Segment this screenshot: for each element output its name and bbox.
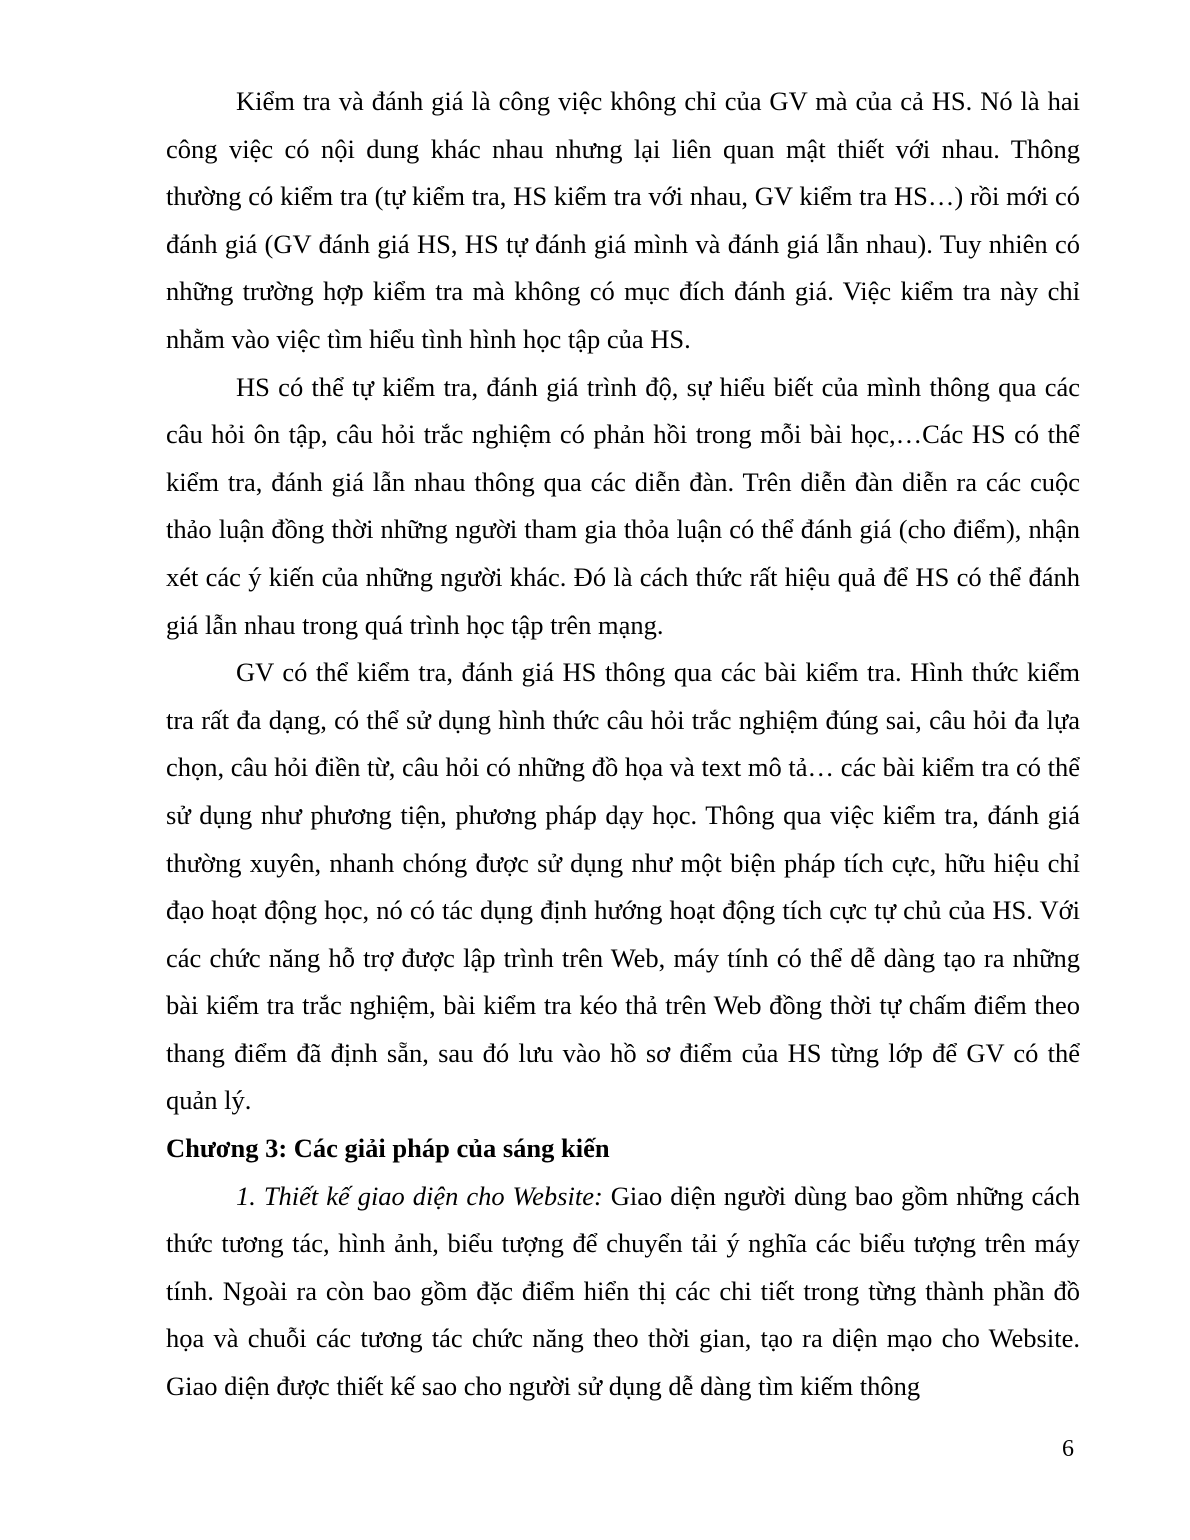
paragraph-teacher-assessment: GV có thể kiểm tra, đánh giá HS thông qua các bài kiểm tra. Hình thức kiểm tra rất đa dạng, có thể sử dụng hình thức câu hỏi trắc nghiệm đúng sai, câu hỏi đa lựa chọn, câu hỏi điền từ, câu hỏi có những đồ họa và text mô tả… các bài kiểm tra có thể sử dụng như phương tiện, phương pháp dạy học. Thông qua việc kiểm tra, đánh giá thường xuyên, nhanh chóng được sử dụng như một biện pháp tích cực, hữu hiệu chỉ đạo hoạt động học, nó có tác dụng định hướng hoạt động tích cực tự chủ của HS. Với các chức năng hỗ trợ được lập trình trên Web, máy tính có thể dễ dàng tạo ra những bài kiểm tra trắc nghiệm, bài kiểm tra kéo thả trên Web đồng thời tự chấm điểm theo thang điểm đã định sẵn, sau đó lưu vào hồ sơ điểm của HS từng lớp để GV có thể quản lý. [166,657,1080,1116]
page-number: 6 [1062,1436,1074,1462]
paragraph-student-self-assessment: HS có thể tự kiểm tra, đánh giá trình độ, sự hiểu biết của mình thông qua các câu hỏi ôn tập, câu hỏi trắc nghiệm có phản hồi trong mỗi bài học,…Các HS có thể kiểm tra, đánh giá lẫn nhau thông qua các diễn đàn. Trên diễn đàn diễn ra các cuộc thảo luận đồng thời những người tham gia thỏa luận có thể đánh giá (cho điểm), nhận xét các ý kiến của những người khác. Đó là cách thức rất hiệu quả để HS có thể đánh giá lẫn nhau trong quá trình học tập trên mạng. [166,371,1080,640]
document-page [166,78,1080,1411]
chapter-heading: Chương 3: Các giải pháp của sáng kiến [166,1133,610,1164]
list-item-website-interface [166,1173,1080,1411]
paragraph-assessment-intro: Kiểm tra và đánh giá là công việc không chỉ của GV mà của cả HS. Nó là hai công việc có nội dung khác nhau nhưng lại liên quan mật thiết với nhau. Thông thường có kiểm tra (tự kiểm tra, HS kiểm tra với nhau, GV kiểm tra HS…) rồi mới có đánh giá (GV đánh giá HS, HS tự đánh giá mình và đánh giá lẫn nhau). Tuy nhiên có những trường hợp kiểm tra mà không có mục đích đánh giá. Việc kiểm tra này chỉ nhằm vào việc tìm hiểu tình hình học tập của HS. [166,86,1080,354]
list-item-label: 1. Thiết kế giao diện cho Website: [236,1180,603,1211]
list-item-text: Giao diện người dùng bao gồm những cách thức tương tác, hình ảnh, biểu tượng để chuyển tải ý nghĩa các biểu tượng trên máy tính. Ngoài ra còn bao gồm đặc điểm hiển thị các chi tiết trong từng thành phần đồ họa và chuỗi các tương tác chức năng theo thời gian, tạo ra diện mạo cho Website. Giao diện được thiết kế sao cho người sử dụng dễ dàng tìm kiếm thông [166,1180,1080,1402]
